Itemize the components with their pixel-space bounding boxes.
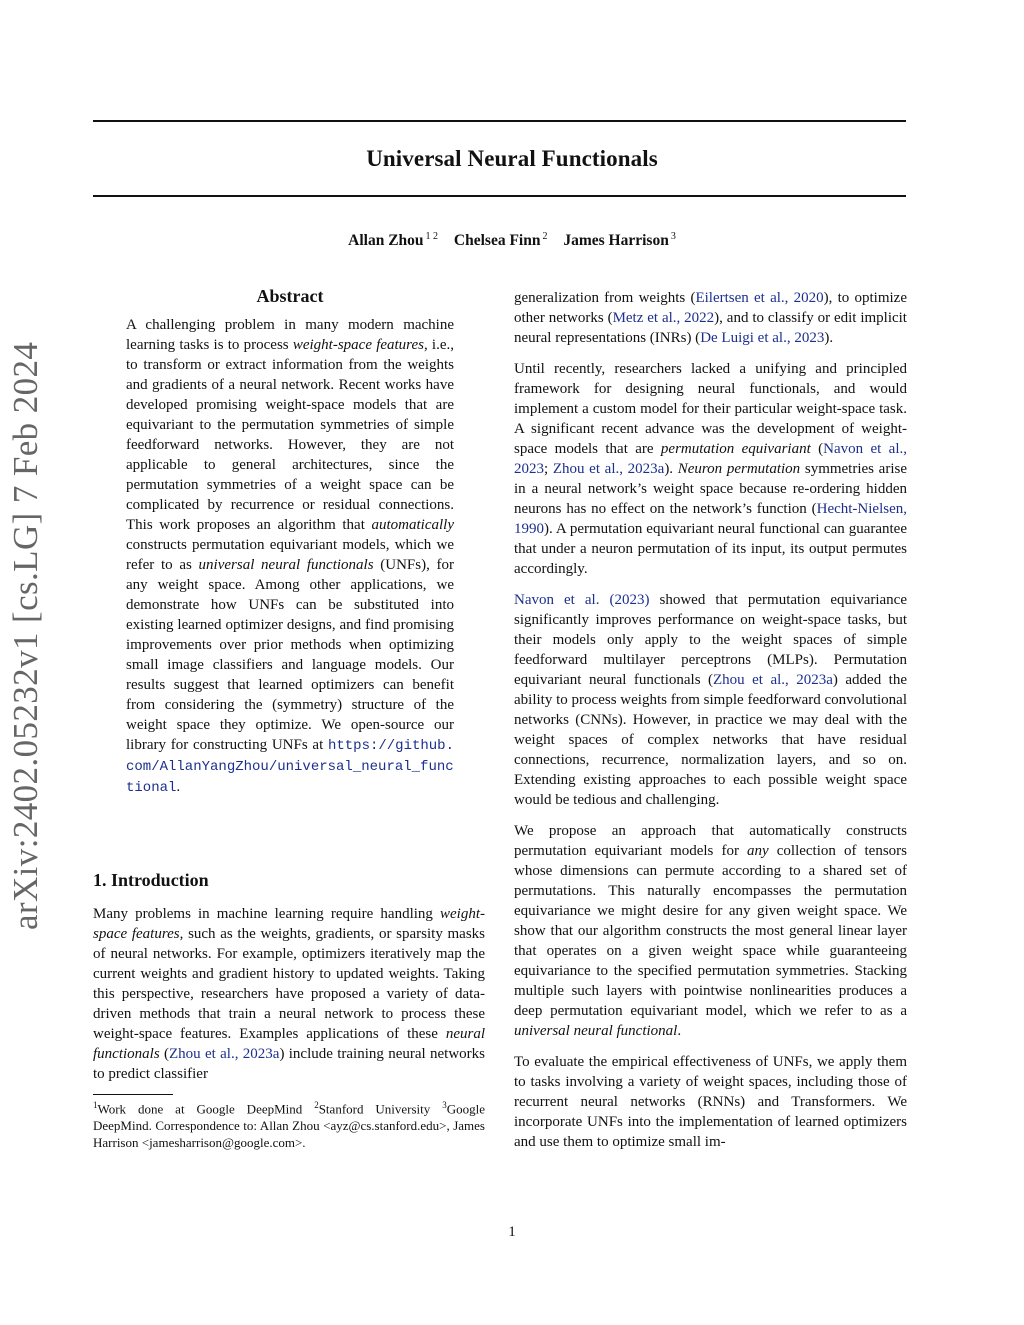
paragraph: We propose an approach that automatically constructs permutation equivariant models for any collection of tensors whose dimensions can permute according to a shared set of permutations. This naturally encompasses the permutation equivariance we might desire for any given weight space. We show that our algorithm constructs the most general linear layer that operates on a given weight space while guaranteeing equivariance to the specified permutation symmetries. Stacking multiple such layers with pointwise nonlinearities produces a deep permutation equivariant model, which we refer to as a universal neural functional. bbox=[514, 823, 907, 1039]
section-heading: 1. Introduction bbox=[93, 870, 209, 890]
title-rule-top bbox=[93, 120, 906, 122]
citation-link[interactable]: Zhou et al., 2023a bbox=[552, 461, 665, 477]
author-name: James Harrison bbox=[563, 232, 669, 249]
page-number: 1 bbox=[508, 1224, 516, 1240]
citation-link[interactable]: Hecht-Nielsen, 1990 bbox=[514, 501, 907, 537]
paragraph: Until recently, researchers lacked a unifying and principled framework for designing neural functionals, and would implement a custom model for their particular weight-space task. A significant recent advance was the development of weight-space models that are permutation equivariant (Navon et al., 2023; Zhou et al., 2023a). Neuron permutation symmetries arise in a neural network’s weight space because re-ordering hidden neurons has no effect on the network’s function (Hecht-Nielsen, 1990). A permutation equivariant neural functional can guarantee that under a neuron permutation of its input, its output permutes accordingly. bbox=[514, 361, 907, 577]
abstract-section bbox=[126, 286, 454, 798]
author-affiliation: 3 bbox=[670, 231, 676, 242]
introduction-section bbox=[93, 870, 485, 1084]
citation-link[interactable]: Zhou et al., 2023a bbox=[169, 1046, 280, 1062]
arxiv-stamp: arXiv:2402.05232v1 [cs.LG] 7 Feb 2024 bbox=[6, 341, 45, 930]
intro-paragraph: Many problems in machine learning require handling weight-space features, such as the weights, gradients, or sparsity masks of neural networks. For example, optimizers iteratively map the current weights and gradient history to updated weights. Taking this perspective, researchers have proposed a variety of data-driven methods that train a neural network to process these weight-space features. Examples applications of these neural functionals (Zhou et al., 2023a) include training neural networks to predict classifier bbox=[93, 906, 486, 1082]
abstract-body: A challenging problem in many modern machine learning tasks is to process weight-space features, i.e., to transform or extract information from the weights and gradients of a neural network. Recent works have developed promising weight-space models that are equivariant to the permutation symmetries of simple feedforward networks. However, they are not applicable to general architectures, since the permutation symmetries of a weight space can be complicated by recurrence or residual connections. This work proposes an algorithm that automatically constructs permutation equivariant models, which we refer to as universal neural functionals (UNFs), for any weight space. Among other applications, we demonstrate how UNFs can be substituted into existing learned optimizer designs, and find promising improvements over prior methods when optimizing small image classifiers and language models. Our results suggest that learned optimizers can benefit from considering the (symmetry) structure of the weight space they optimize. We open-source our library for constructing UNFs at https://github.com/AllanYangZhou/universal_neural_functional. bbox=[126, 317, 455, 796]
right-column bbox=[514, 288, 907, 1163]
repo-link[interactable]: https://github.com/AllanYangZhou/universal_neural_functional bbox=[126, 738, 454, 796]
abstract-heading: Abstract bbox=[256, 286, 324, 306]
paper-title: Universal Neural Functionals bbox=[366, 146, 658, 171]
author-name: Chelsea Finn bbox=[453, 232, 541, 249]
citation-link[interactable]: Navon et al. (2023) bbox=[514, 592, 650, 608]
author-affiliation: 2 bbox=[542, 231, 548, 242]
paragraph: generalization from weights (Eilertsen et al., 2020), to optimize other networks (Metz et al., 2022), and to classify or edit implicit neural representations (INRs) (De Luigi et al., 2023). bbox=[514, 290, 907, 346]
author-name: Allan Zhou bbox=[348, 232, 424, 249]
author-affiliation: 1 2 bbox=[425, 231, 439, 242]
citation-link[interactable]: Navon et al., 2023 bbox=[514, 441, 907, 477]
title-rule-bottom bbox=[93, 195, 906, 197]
citation-link[interactable]: De Luigi et al., 2023 bbox=[700, 330, 825, 346]
citation-link[interactable]: Metz et al., 2022 bbox=[612, 310, 715, 326]
footnote: $^1$Work done at Google DeepMind $^2$Stanford University $^3$Google DeepMind. Correspondence to: Allan Zhou <ayz@cs.stanford.edu>, James Harrison <jamesharrison@google.com>. bbox=[93, 1100, 485, 1151]
paragraph: To evaluate the empirical effectiveness of UNFs, we apply them to tasks involving a variety of weight spaces, including those of recurrent neural networks (RNNs) and Transformers. We incorporate UNFs into the implementation of learned optimizers and use them to optimize small im- bbox=[514, 1054, 907, 1150]
footnote-rule bbox=[93, 1094, 173, 1095]
citation-link[interactable]: Eilertsen et al., 2020 bbox=[695, 290, 824, 306]
paragraph: Navon et al. (2023) showed that permutation equivariance significantly improves performance on weight-space tasks, but their models only apply to the weight spaces of simple feedforward multilayer perceptrons (MLPs). Permutation equivariant neural functionals (Zhou et al., 2023a) added the ability to process weights from simple feedforward convolutional networks (CNNs). However, in practice we may deal with the weight spaces of complex networks that have residual connections, recurrence, normalization layers, and so on. Extending existing approaches to each possible weight space would be tedious and challenging. bbox=[514, 592, 907, 808]
author-list bbox=[0, 231, 1024, 250]
citation-link[interactable]: Zhou et al., 2023a bbox=[713, 672, 833, 688]
